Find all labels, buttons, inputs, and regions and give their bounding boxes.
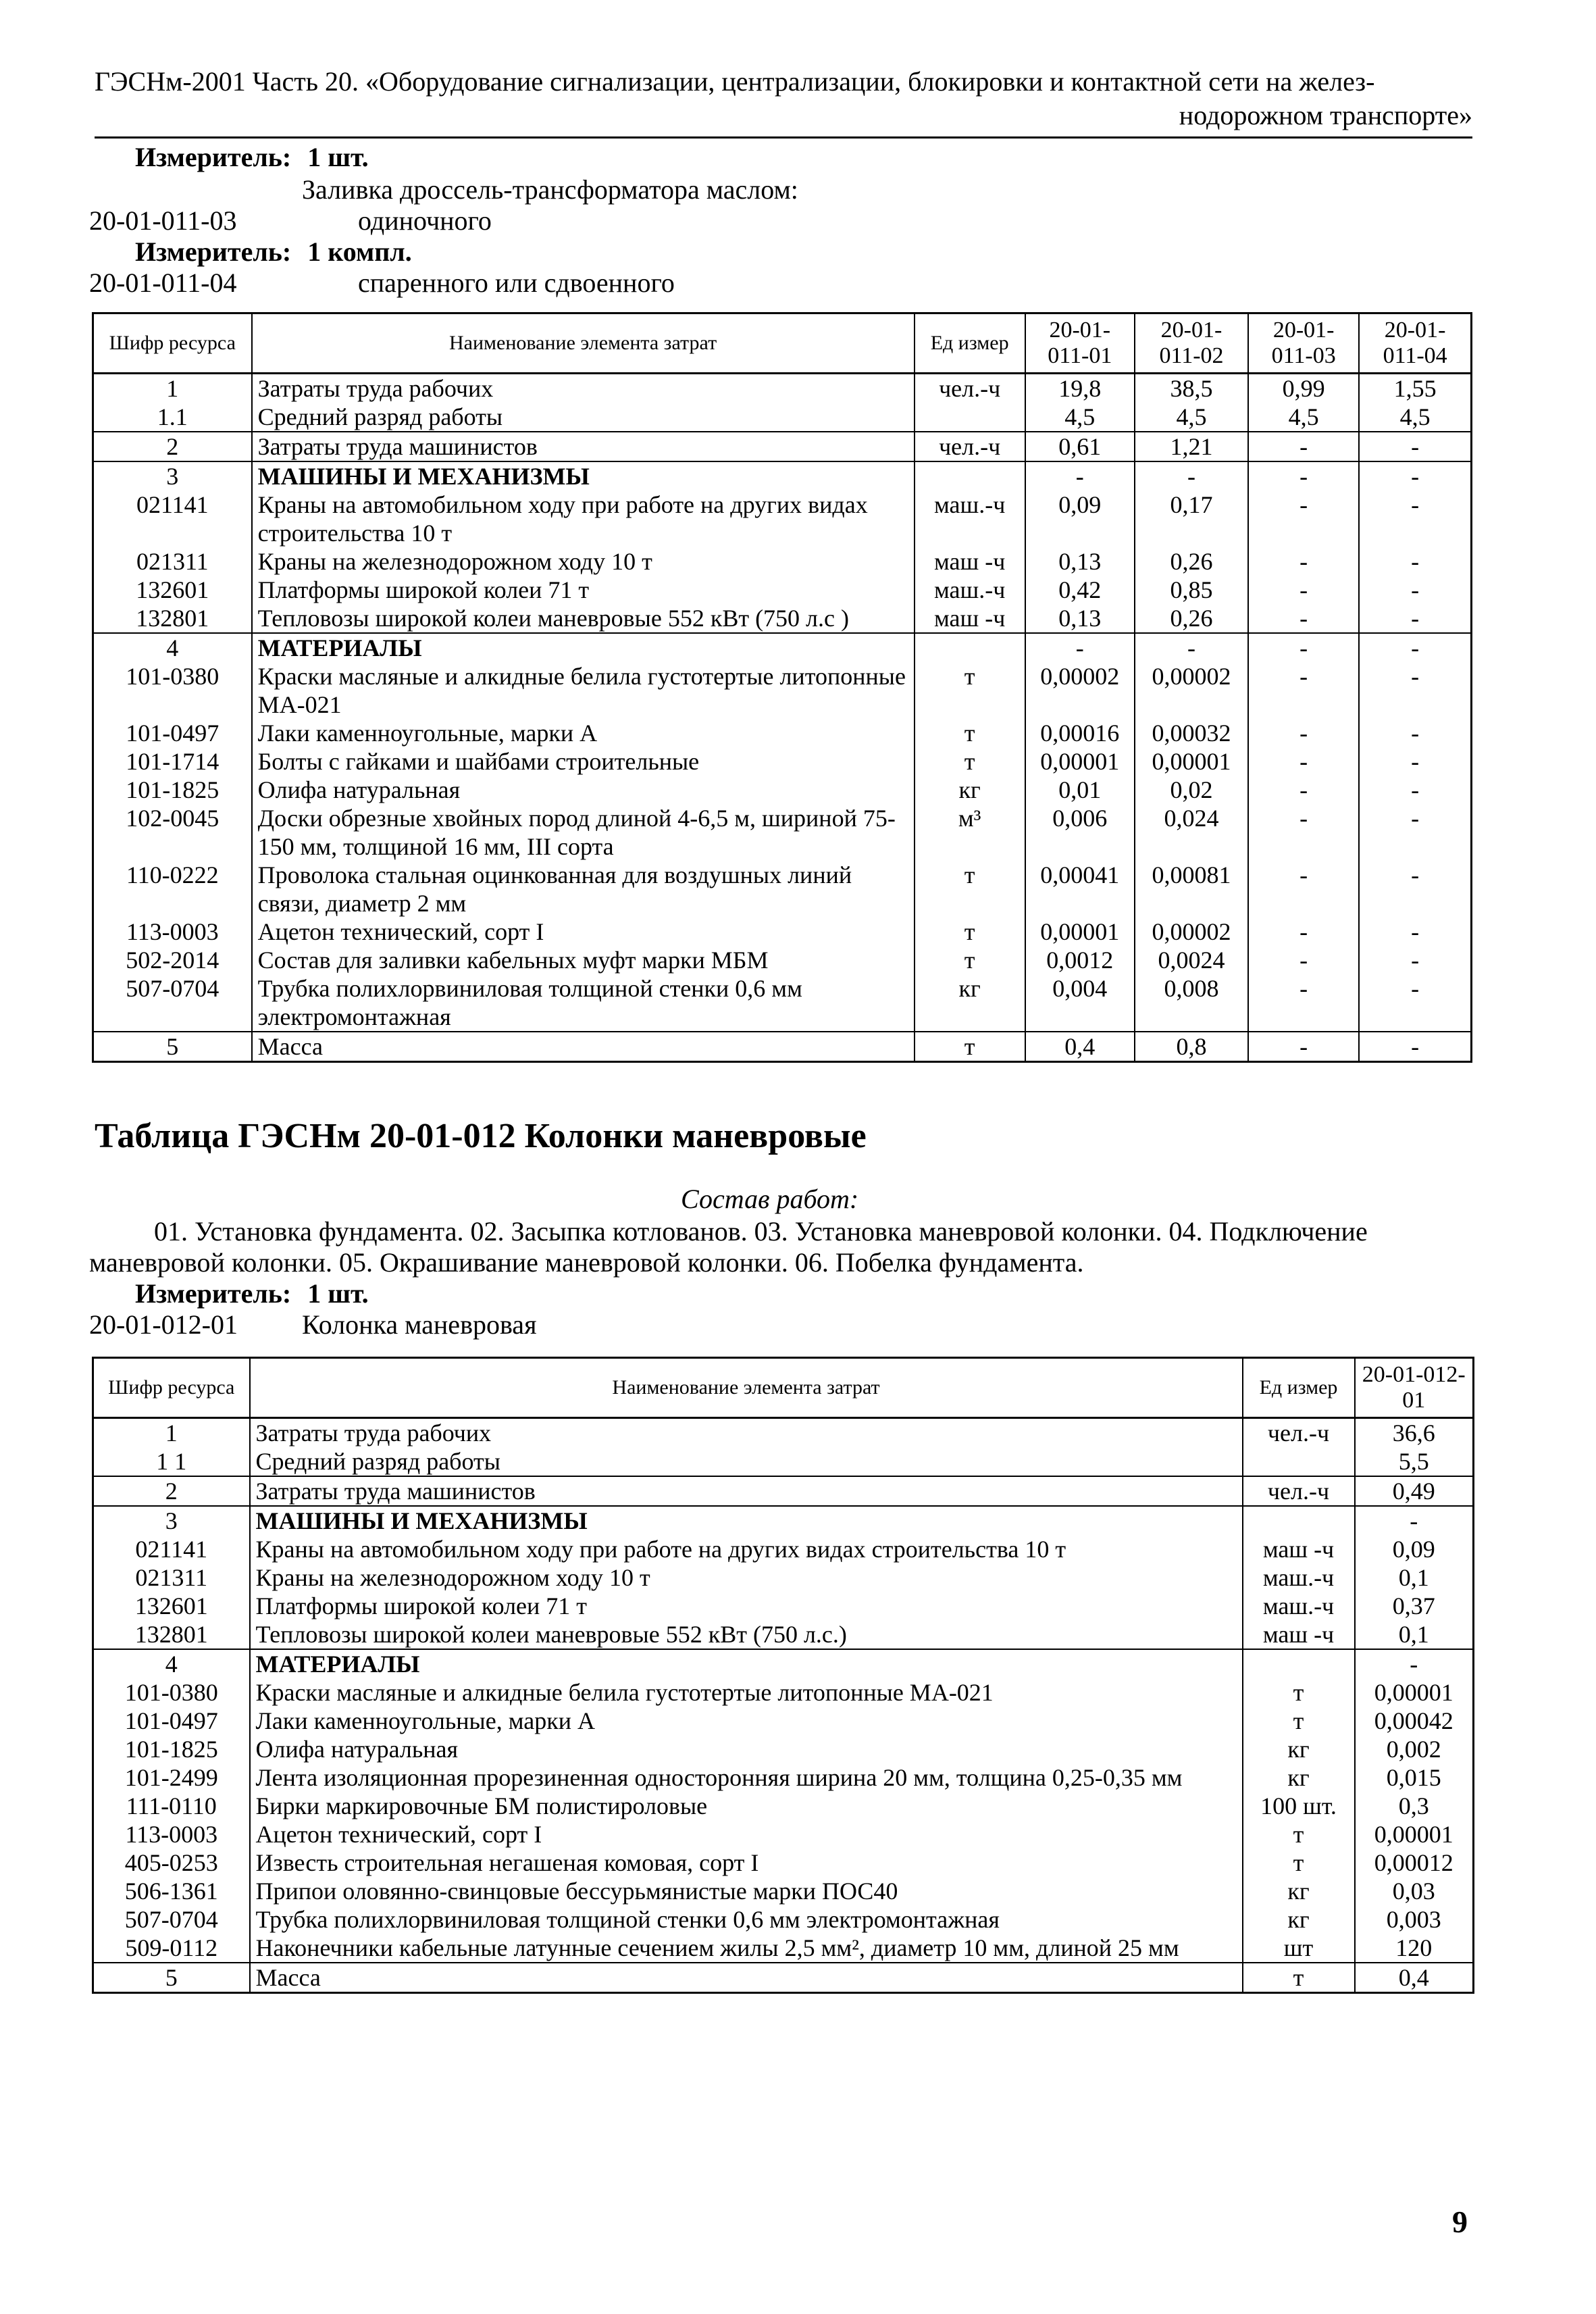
cell-code: 5 — [93, 1963, 250, 1993]
cell-code: 101-0497 — [93, 1707, 250, 1735]
cell-v1: 0,00001 — [1355, 1820, 1474, 1848]
cell-v3: - — [1248, 633, 1359, 662]
cell-name: Трубка полихлорвиниловая толщиной стенки 0,6 мм электромонтажная — [252, 974, 915, 1032]
cell-name: Ацетон технический, сорт I — [250, 1820, 1243, 1848]
cell-v2: 0,26 — [1135, 604, 1248, 633]
cell-v1: 0,13 — [1025, 547, 1135, 576]
cell-v4: - — [1359, 804, 1471, 861]
cell-v2: 0,02 — [1135, 776, 1248, 804]
cell-v4: - — [1359, 461, 1471, 491]
cell-unit: 100 шт. — [1243, 1792, 1355, 1820]
cell-code: 5 — [93, 1032, 252, 1062]
cell-name: Платформы широкой колеи 71 т — [250, 1592, 1243, 1620]
cell-name: Наконечники кабельные латунные сечением жилы 2,5 мм², диаметр 10 мм, длиной 25 мм — [250, 1934, 1243, 1963]
cell-v1: 4,5 — [1025, 403, 1135, 432]
cell-v4: - — [1359, 974, 1471, 1032]
cell-v3: 4,5 — [1248, 403, 1359, 432]
cell-code: 4 — [93, 633, 252, 662]
table-row — [93, 861, 1472, 917]
table-row — [93, 461, 1472, 491]
col-header-v1: 20-01-011-01 — [1025, 313, 1135, 374]
cell-v1: 5,5 — [1355, 1447, 1474, 1476]
cell-v3: - — [1248, 576, 1359, 604]
cell-v3: - — [1248, 776, 1359, 804]
col-header-unit: Ед измер — [915, 313, 1025, 374]
cell-unit: маш -ч — [915, 547, 1025, 576]
table-row — [93, 1707, 1474, 1735]
cell-unit: кг — [1243, 1877, 1355, 1905]
cell-unit: чел.-ч — [915, 432, 1025, 461]
table-row — [93, 662, 1472, 719]
cell-unit: т — [915, 662, 1025, 719]
cell-v1: 0,00042 — [1355, 1707, 1474, 1735]
cell-unit: т — [1243, 1707, 1355, 1735]
cell-v2: 0,00032 — [1135, 719, 1248, 747]
cell-name: Краны на автомобильном ходу при работе на других видах строительства 10 т — [252, 491, 915, 547]
cell-v3: 0,99 — [1248, 374, 1359, 403]
cell-unit: чел.-ч — [1243, 1476, 1355, 1506]
cell-code: 502-2014 — [93, 946, 252, 974]
cell-code: 101-0497 — [93, 719, 252, 747]
cell-unit: маш -ч — [1243, 1535, 1355, 1563]
section-title: Таблица ГЭСНм 20-01-012 Колонки маневровые — [95, 1117, 867, 1155]
cell-unit — [915, 403, 1025, 432]
table-row — [93, 1735, 1474, 1763]
table-row — [93, 491, 1472, 547]
cell-code: 110-0222 — [93, 861, 252, 917]
cell-name: МАТЕРИАЛЫ — [252, 633, 915, 662]
table-row — [93, 1820, 1474, 1848]
table-row — [93, 1877, 1474, 1905]
cell-v2: 0,0024 — [1135, 946, 1248, 974]
resource-table-012 — [92, 1357, 1474, 1994]
table-row — [93, 1649, 1474, 1678]
cell-unit: маш.-ч — [1243, 1563, 1355, 1592]
measure-2 — [135, 236, 412, 268]
cell-v4: - — [1359, 432, 1471, 461]
cell-name: Олифа натуральная — [250, 1735, 1243, 1763]
cell-code: 101-1825 — [93, 776, 252, 804]
cell-v4: - — [1359, 1032, 1471, 1062]
name-011-03: одиночного — [358, 205, 492, 236]
table-row — [93, 1563, 1474, 1592]
cell-v1: 0,0012 — [1025, 946, 1135, 974]
table-row — [93, 747, 1472, 776]
cell-code: 113-0003 — [93, 917, 252, 946]
cell-unit: маш -ч — [915, 604, 1025, 633]
cell-v1: 0,03 — [1355, 1877, 1474, 1905]
cell-unit — [915, 461, 1025, 491]
cell-code: 1 — [93, 1418, 250, 1448]
cell-v1: 0,09 — [1355, 1535, 1474, 1563]
cell-v1: - — [1025, 633, 1135, 662]
table-row — [93, 917, 1472, 946]
cell-code: 507-0704 — [93, 974, 252, 1032]
cell-v1: 0,00016 — [1025, 719, 1135, 747]
cell-code: 1 1 — [93, 1447, 250, 1476]
col-header-v4: 20-01-011-04 — [1359, 313, 1471, 374]
cell-name: Средний разряд работы — [252, 403, 915, 432]
cell-v1: 0,42 — [1025, 576, 1135, 604]
table-row — [93, 547, 1472, 576]
cell-unit: т — [915, 1032, 1025, 1062]
cell-name: Болты с гайками и шайбами строительные — [252, 747, 915, 776]
cell-v2: 0,008 — [1135, 974, 1248, 1032]
cell-unit: т — [1243, 1963, 1355, 1993]
measure-1-label: Измеритель: — [135, 142, 292, 172]
cell-name: Лаки каменноугольные, марки А — [252, 719, 915, 747]
cell-v2: 0,00002 — [1135, 917, 1248, 946]
cell-v2: 0,00081 — [1135, 861, 1248, 917]
cell-name: Краны на железнодорожном ходу 10 т — [252, 547, 915, 576]
cell-code: 3 — [93, 461, 252, 491]
table-row — [93, 576, 1472, 604]
cell-unit — [1243, 1649, 1355, 1678]
cell-v1: 0,37 — [1355, 1592, 1474, 1620]
cell-unit — [915, 633, 1025, 662]
cell-v3: - — [1248, 491, 1359, 547]
name-011-04: спаренного или сдвоенного — [358, 268, 675, 298]
name-012-01: Колонка маневровая — [302, 1309, 537, 1340]
table-row — [93, 1476, 1474, 1506]
cell-unit: т — [915, 747, 1025, 776]
cell-name: Затраты труда машинистов — [252, 432, 915, 461]
cell-name: Трубка полихлорвиниловая толщиной стенки 0,6 мм электромонтажная — [250, 1905, 1243, 1934]
cell-code: 2 — [93, 432, 252, 461]
cell-v2: 0,8 — [1135, 1032, 1248, 1062]
cell-v4: - — [1359, 604, 1471, 633]
table-row — [93, 1963, 1474, 1993]
cell-name: Краски масляные и алкидные белила густотертые литопонные МА-021 — [250, 1678, 1243, 1707]
table-row — [93, 604, 1472, 633]
cell-v1: 0,00012 — [1355, 1848, 1474, 1877]
cell-name: Краны на автомобильном ходу при работе на других видах строительства 10 т — [250, 1535, 1243, 1563]
cell-name: Олифа натуральная — [252, 776, 915, 804]
cell-v1: 0,01 — [1025, 776, 1135, 804]
cell-code: 111-0110 — [93, 1792, 250, 1820]
cell-v1: 0,00002 — [1025, 662, 1135, 719]
cell-v1: 0,004 — [1025, 974, 1135, 1032]
cell-v2: 0,024 — [1135, 804, 1248, 861]
table-row — [93, 1418, 1474, 1448]
composition-label: Состав работ: — [681, 1184, 859, 1214]
cell-code: 102-0045 — [93, 804, 252, 861]
cell-unit: кг — [1243, 1763, 1355, 1792]
cell-code: 101-1825 — [93, 1735, 250, 1763]
cell-unit: маш.-ч — [915, 576, 1025, 604]
table-row — [93, 1848, 1474, 1877]
cell-v3: - — [1248, 461, 1359, 491]
table-row — [93, 1792, 1474, 1820]
table-row — [93, 946, 1472, 974]
cell-name: МАШИНЫ И МЕХАНИЗМЫ — [250, 1506, 1243, 1535]
cell-v1: - — [1355, 1506, 1474, 1535]
cell-v1: 0,1 — [1355, 1620, 1474, 1649]
cell-v2: 0,26 — [1135, 547, 1248, 576]
table-row — [93, 1905, 1474, 1934]
cell-name: Тепловозы широкой колеи маневровые 552 кВт (750 л.с ) — [252, 604, 915, 633]
cell-v3: - — [1248, 804, 1359, 861]
cell-unit: т — [1243, 1820, 1355, 1848]
cell-v4: - — [1359, 946, 1471, 974]
col-header-code: Шифр ресурса — [93, 313, 252, 374]
cell-v1: 0,00001 — [1025, 747, 1135, 776]
table-row — [93, 1032, 1472, 1062]
cell-code: 509-0112 — [93, 1934, 250, 1963]
table-row — [93, 1620, 1474, 1649]
composition-line-1: 01. Установка фундамента. 02. Засыпка котлованов. 03. Установка маневровой колонки. 04. Подключение — [154, 1216, 1368, 1247]
cell-v4: - — [1359, 576, 1471, 604]
cell-v2: 0,17 — [1135, 491, 1248, 547]
cell-name: Краны на железнодорожном ходу 10 т — [250, 1563, 1243, 1592]
cell-v4: - — [1359, 662, 1471, 719]
table-row — [93, 633, 1472, 662]
cell-name: Припои оловянно-свинцовые бессурьмянистые марки ПОС40 — [250, 1877, 1243, 1905]
cell-v3: - — [1248, 1032, 1359, 1062]
header-line-2: нодорожном транспорте» — [1179, 100, 1472, 130]
cell-v4: - — [1359, 547, 1471, 576]
code-011-04: 20-01-011-04 — [89, 268, 237, 298]
cell-v1: 0,49 — [1355, 1476, 1474, 1506]
cell-unit — [1243, 1506, 1355, 1535]
cell-name: Лента изоляционная прорезиненная односторонняя ширина 20 мм, толщина 0,25-0,35 мм — [250, 1763, 1243, 1792]
cell-code: 132801 — [93, 1620, 250, 1649]
cell-v1: 0,00001 — [1025, 917, 1135, 946]
cell-v4: - — [1359, 491, 1471, 547]
cell-name: Лаки каменноугольные, марки А — [250, 1707, 1243, 1735]
cell-v1: 0,4 — [1355, 1963, 1474, 1993]
cell-unit: кг — [1243, 1735, 1355, 1763]
cell-v4: 4,5 — [1359, 403, 1471, 432]
cell-code: 132801 — [93, 604, 252, 633]
cell-unit — [1243, 1447, 1355, 1476]
cell-v1: 0,006 — [1025, 804, 1135, 861]
composition-line-2: маневровой колонки. 05. Окрашивание маневровой колонки. 06. Побелка фундамента. — [89, 1247, 1084, 1278]
cell-v1: 0,002 — [1355, 1735, 1474, 1763]
cell-v1: 0,003 — [1355, 1905, 1474, 1934]
code-011-03: 20-01-011-03 — [89, 205, 237, 236]
cell-code: 405-0253 — [93, 1848, 250, 1877]
cell-v4: - — [1359, 861, 1471, 917]
cell-name: Платформы широкой колеи 71 т — [252, 576, 915, 604]
measure-2-label: Измеритель: — [135, 236, 292, 267]
cell-name: Проволока стальная оцинкованная для воздушных линий связи, диаметр 2 мм — [252, 861, 915, 917]
table-row — [93, 432, 1472, 461]
cell-code: 4 — [93, 1649, 250, 1678]
cell-code: 021311 — [93, 1563, 250, 1592]
cell-v3: - — [1248, 974, 1359, 1032]
measure-1 — [135, 142, 369, 173]
cell-unit: кг — [1243, 1905, 1355, 1934]
cell-v1: 120 — [1355, 1934, 1474, 1963]
col-header-unit: Ед измер — [1243, 1358, 1355, 1418]
table-row — [93, 1506, 1474, 1535]
cell-v1: 0,09 — [1025, 491, 1135, 547]
cell-name: МАШИНЫ И МЕХАНИЗМЫ — [252, 461, 915, 491]
cell-v2: - — [1135, 461, 1248, 491]
cell-code: 021141 — [93, 491, 252, 547]
cell-v3: - — [1248, 946, 1359, 974]
cell-v3: - — [1248, 747, 1359, 776]
col-header-v2: 20-01-011-02 — [1135, 313, 1248, 374]
table-row — [93, 1763, 1474, 1792]
cell-v4: - — [1359, 633, 1471, 662]
cell-code: 3 — [93, 1506, 250, 1535]
cell-v2: 4,5 — [1135, 403, 1248, 432]
fill-title: Заливка дроссель-трансформатора маслом: — [302, 174, 798, 205]
cell-unit: кг — [915, 776, 1025, 804]
cell-v4: - — [1359, 917, 1471, 946]
cell-code: 2 — [93, 1476, 250, 1506]
measure-3-label: Измеритель: — [135, 1278, 292, 1309]
cell-v3: - — [1248, 604, 1359, 633]
cell-name: Известь строительная негашеная комовая, сорт I — [250, 1848, 1243, 1877]
cell-v2: 0,00002 — [1135, 662, 1248, 719]
cell-v1: 0,00041 — [1025, 861, 1135, 917]
cell-unit: т — [1243, 1678, 1355, 1707]
cell-v1: - — [1355, 1649, 1474, 1678]
cell-v2: 0,00001 — [1135, 747, 1248, 776]
cell-v2: 0,85 — [1135, 576, 1248, 604]
table-row — [93, 403, 1472, 432]
table-row — [93, 719, 1472, 747]
cell-name: Бирки маркировочные БМ полистироловые — [250, 1792, 1243, 1820]
cell-v1: 0,1 — [1355, 1563, 1474, 1592]
cell-unit: маш.-ч — [915, 491, 1025, 547]
table-row — [93, 1535, 1474, 1563]
cell-v1: 0,4 — [1025, 1032, 1135, 1062]
cell-code: 113-0003 — [93, 1820, 250, 1848]
cell-code: 1.1 — [93, 403, 252, 432]
cell-v4: - — [1359, 747, 1471, 776]
cell-v4: - — [1359, 719, 1471, 747]
cell-v3: - — [1248, 662, 1359, 719]
cell-code: 101-0380 — [93, 1678, 250, 1707]
cell-unit: т — [915, 719, 1025, 747]
cell-unit: кг — [915, 974, 1025, 1032]
cell-code: 132601 — [93, 576, 252, 604]
table-row — [93, 1934, 1474, 1963]
cell-code: 101-2499 — [93, 1763, 250, 1792]
cell-name: Средний разряд работы — [250, 1447, 1243, 1476]
table-row — [93, 776, 1472, 804]
measure-3 — [135, 1278, 369, 1309]
cell-v1: 0,00001 — [1355, 1678, 1474, 1707]
table-row — [93, 1678, 1474, 1707]
table-row — [93, 974, 1472, 1032]
code-012-01: 20-01-012-01 — [89, 1309, 238, 1340]
cell-name: Краски масляные и алкидные белила густотертые литопонные МА-021 — [252, 662, 915, 719]
cell-name: МАТЕРИАЛЫ — [250, 1649, 1243, 1678]
cell-name: Доски обрезные хвойных пород длиной 4-6,5 м, шириной 75-150 мм, толщиной 16 мм, III сорта — [252, 804, 915, 861]
cell-unit: чел.-ч — [1243, 1418, 1355, 1448]
cell-v1: 0,015 — [1355, 1763, 1474, 1792]
cell-unit: т — [915, 946, 1025, 974]
table-header-row — [93, 313, 1472, 374]
table-row — [93, 804, 1472, 861]
col-header-v3: 20-01-011-03 — [1248, 313, 1359, 374]
page-number: 9 — [1452, 2205, 1468, 2239]
cell-unit: т — [915, 861, 1025, 917]
resource-table-011 — [92, 312, 1472, 1063]
cell-unit: т — [1243, 1848, 1355, 1877]
cell-unit: м³ — [915, 804, 1025, 861]
measure-3-value: 1 шт. — [307, 1278, 369, 1309]
cell-v3: - — [1248, 547, 1359, 576]
running-header — [95, 65, 1472, 132]
col-header-name: Наименование элемента затрат — [252, 313, 915, 374]
cell-name: Затраты труда рабочих — [250, 1418, 1243, 1448]
cell-unit: чел.-ч — [915, 374, 1025, 403]
cell-v2: - — [1135, 633, 1248, 662]
cell-v2: 1,21 — [1135, 432, 1248, 461]
cell-code: 132601 — [93, 1592, 250, 1620]
cell-v1: 19,8 — [1025, 374, 1135, 403]
cell-v1: 0,61 — [1025, 432, 1135, 461]
cell-v2: 38,5 — [1135, 374, 1248, 403]
cell-code: 021311 — [93, 547, 252, 576]
cell-code: 101-1714 — [93, 747, 252, 776]
cell-v4: - — [1359, 776, 1471, 804]
table-row — [93, 1447, 1474, 1476]
cell-v1: - — [1025, 461, 1135, 491]
table-row — [93, 374, 1472, 403]
cell-name: Состав для заливки кабельных муфт марки МБМ — [252, 946, 915, 974]
table-header-row — [93, 1358, 1474, 1418]
cell-code: 507-0704 — [93, 1905, 250, 1934]
cell-name: Затраты труда рабочих — [252, 374, 915, 403]
cell-v4: 1,55 — [1359, 374, 1471, 403]
cell-code: 101-0380 — [93, 662, 252, 719]
header-line-1: ГЭСНм-2001 Часть 20. «Оборудование сигнализации, централизации, блокировки и контактной сети на желез- — [95, 66, 1375, 97]
cell-v1: 36,6 — [1355, 1418, 1474, 1448]
cell-v3: - — [1248, 917, 1359, 946]
cell-unit: маш -ч — [1243, 1620, 1355, 1649]
table-row — [93, 1592, 1474, 1620]
cell-v1: 0,13 — [1025, 604, 1135, 633]
measure-1-value: 1 шт. — [307, 142, 369, 172]
header-divider — [95, 136, 1472, 139]
cell-unit: маш.-ч — [1243, 1592, 1355, 1620]
cell-v3: - — [1248, 719, 1359, 747]
cell-code: 506-1361 — [93, 1877, 250, 1905]
cell-v1: 0,3 — [1355, 1792, 1474, 1820]
cell-name: Затраты труда машинистов — [250, 1476, 1243, 1506]
cell-name: Ацетон технический, сорт I — [252, 917, 915, 946]
cell-code: 021141 — [93, 1535, 250, 1563]
cell-unit: шт — [1243, 1934, 1355, 1963]
col-header-name: Наименование элемента затрат — [250, 1358, 1243, 1418]
cell-name: Масса — [252, 1032, 915, 1062]
measure-2-value: 1 компл. — [307, 236, 412, 267]
cell-unit: т — [915, 917, 1025, 946]
cell-code: 1 — [93, 374, 252, 403]
cell-name: Тепловозы широкой колеи маневровые 552 кВт (750 л.с.) — [250, 1620, 1243, 1649]
cell-name: Масса — [250, 1963, 1243, 1993]
col-header-code: Шифр ресурса — [93, 1358, 250, 1418]
cell-v3: - — [1248, 861, 1359, 917]
col-header-v1: 20-01-012-01 — [1355, 1358, 1474, 1418]
cell-v3: - — [1248, 432, 1359, 461]
